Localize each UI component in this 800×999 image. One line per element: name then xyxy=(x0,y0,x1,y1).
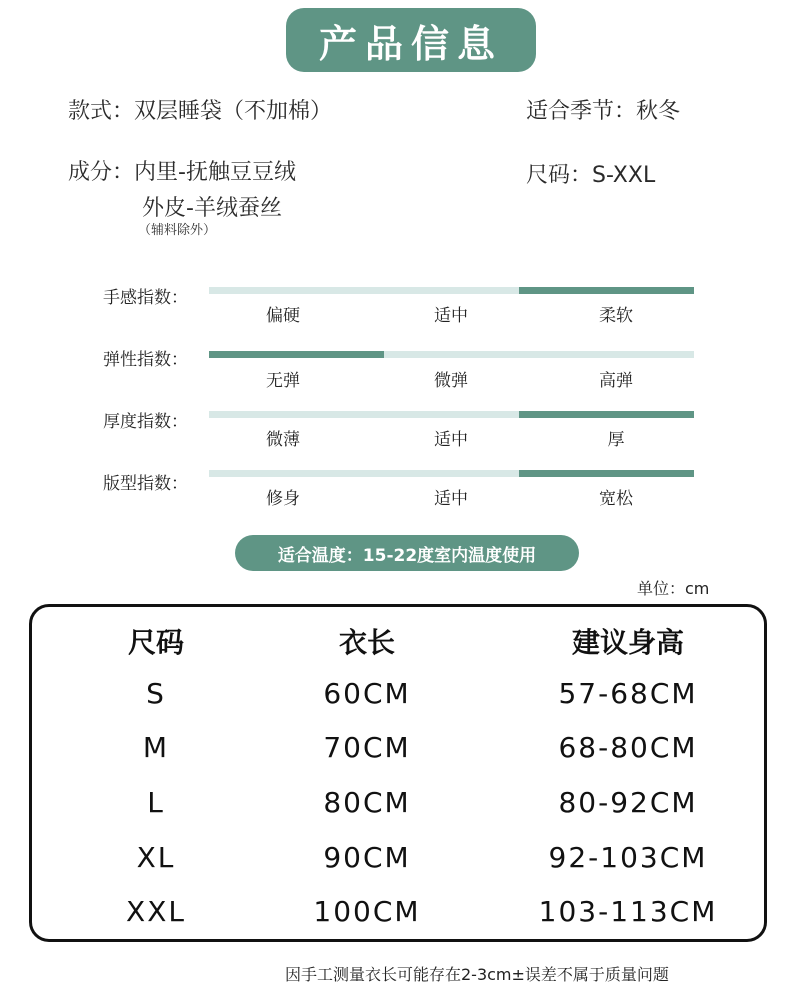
metric-track xyxy=(209,470,694,477)
unit-label: 单位：cm xyxy=(637,579,710,598)
metric-track xyxy=(209,287,694,294)
table-cell: 60CM xyxy=(323,677,411,710)
table-cell: 57-68CM xyxy=(558,677,698,710)
table-cell: M xyxy=(142,731,170,764)
temperature-badge: 适合温度：15-22度室内温度使用 xyxy=(235,535,579,571)
table-cell: XXL xyxy=(126,895,186,928)
metric-tick: 无弹 xyxy=(266,371,300,391)
metric-fill xyxy=(209,351,384,358)
metric-fill xyxy=(519,411,694,418)
page-title: 产品信息 xyxy=(286,8,536,72)
metric-label: 手感指数： xyxy=(103,288,188,308)
style-info: 款式：双层睡袋（不加棉） xyxy=(68,99,333,124)
season-info: 适合季节：秋冬 xyxy=(526,99,681,124)
table-cell: S xyxy=(146,677,166,710)
table-cell: 103-113CM xyxy=(538,895,718,928)
table-header-length: 衣长 xyxy=(338,626,396,659)
size-table xyxy=(29,604,767,942)
table-cell: XL xyxy=(136,841,176,874)
metric-fill xyxy=(519,287,694,294)
composition-outer: 外皮-羊绒蚕丝 xyxy=(142,196,282,221)
table-cell: 100CM xyxy=(313,895,421,928)
metric-tick: 适中 xyxy=(434,430,468,450)
composition-inner: 成分：内里-抚触豆豆绒 xyxy=(68,160,296,185)
metric-tick: 修身 xyxy=(266,489,300,509)
metric-fill xyxy=(519,470,694,477)
composition-note: （辅料除外） xyxy=(138,223,217,238)
size-range-info: 尺码：S-XXL xyxy=(526,163,656,188)
metric-tick: 微薄 xyxy=(266,430,300,450)
measurement-footnote: 因手工测量衣长可能存在2-3cm±误差不属于质量问题 xyxy=(285,965,669,984)
metric-track xyxy=(209,351,694,358)
table-header-size: 尺码 xyxy=(127,626,185,659)
table-header-height: 建议身高 xyxy=(571,626,685,659)
metric-tick: 适中 xyxy=(434,306,468,326)
table-cell: L xyxy=(147,786,165,819)
metric-label: 厚度指数： xyxy=(103,412,188,432)
table-cell: 80CM xyxy=(323,786,411,819)
table-cell: 92-103CM xyxy=(548,841,708,874)
metric-tick: 宽松 xyxy=(599,489,633,509)
metric-track xyxy=(209,411,694,418)
metric-tick: 柔软 xyxy=(599,306,633,326)
metric-tick: 适中 xyxy=(434,489,468,509)
metric-tick: 厚 xyxy=(607,430,625,450)
metric-label: 弹性指数： xyxy=(103,350,188,370)
metric-tick: 微弹 xyxy=(434,371,468,391)
table-cell: 80-92CM xyxy=(558,786,698,819)
metric-tick: 高弹 xyxy=(599,371,633,391)
table-cell: 90CM xyxy=(323,841,411,874)
metric-tick: 偏硬 xyxy=(266,306,300,326)
table-cell: 70CM xyxy=(323,731,411,764)
table-cell: 68-80CM xyxy=(558,731,698,764)
metric-label: 版型指数： xyxy=(103,474,188,494)
